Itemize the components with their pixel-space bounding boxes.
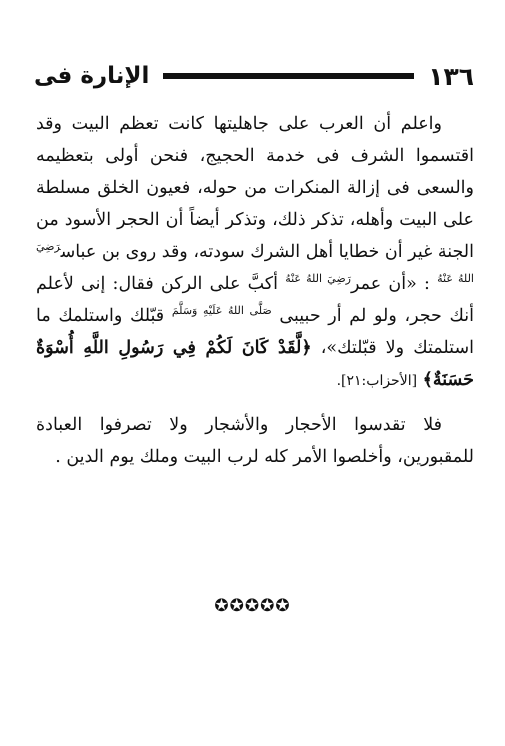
- paragraph-2: [36, 409, 474, 473]
- paragraph-1: [36, 108, 474, 397]
- verse-reference: [الأحزاب:٢١].: [336, 373, 418, 389]
- page-content: [36, 108, 474, 473]
- paragraph-1-text-b: : «أن عمر: [351, 274, 430, 294]
- page-number: ١٣٦: [428, 61, 474, 91]
- end-ornament: ✪✪✪✪✪: [214, 596, 291, 616]
- paragraph-2-text: فلا تقدسوا الأحجار والأشجار ولا تصرفوا العبادة للمقبورين، وأخلصوا الأمر كله لرب البيت وملك يوم الدين .: [36, 415, 474, 467]
- book-title: الإنارة فى: [34, 62, 150, 89]
- quran-verse: ﴿لَّقَدْ كَانَ لَكُمْ فِي رَسُولِ اللَّهِ أُسْوَةٌ حَسَنَةٌ﴾: [36, 338, 474, 390]
- honorific-prophet: صَلَّى اللهُ عَلَيْهِ وَسَلَّمَ: [171, 304, 272, 318]
- paragraph-1-text-d: قبّلك واستلمك ما استلمتك ولا قبّلتك»،: [36, 306, 474, 358]
- honorific-umar: رَضِيَ اللهُ عَنْهُ: [285, 272, 351, 286]
- honorific-ibn-abbas: رَضِيَ اللهُ عَنْهُ: [35, 240, 474, 286]
- header-rule: [163, 73, 414, 79]
- paragraph-1-text-a: واعلم أن العرب على جاهليتها كانت تعظم البيت وقد اقتسموا الشرف فى خدمة الحجيج، فنحن أولى بتعظيمه والسعى فى إزالة المنكرات من حوله، فعيون الخلق مسلطة على البيت وأهله، تذكر ذلك، وتذكر أيضاً أن الحجر الأسود من الجنة غير أن خطايا أهل الشرك سودته، وقد روى بن عباس: [36, 114, 474, 262]
- page-header: [34, 56, 474, 96]
- paragraph-1-text-c: أكبَّ على الركن فقال: إنى لأعلم أنك حجر، ولو لم أر حبيبى: [36, 274, 475, 326]
